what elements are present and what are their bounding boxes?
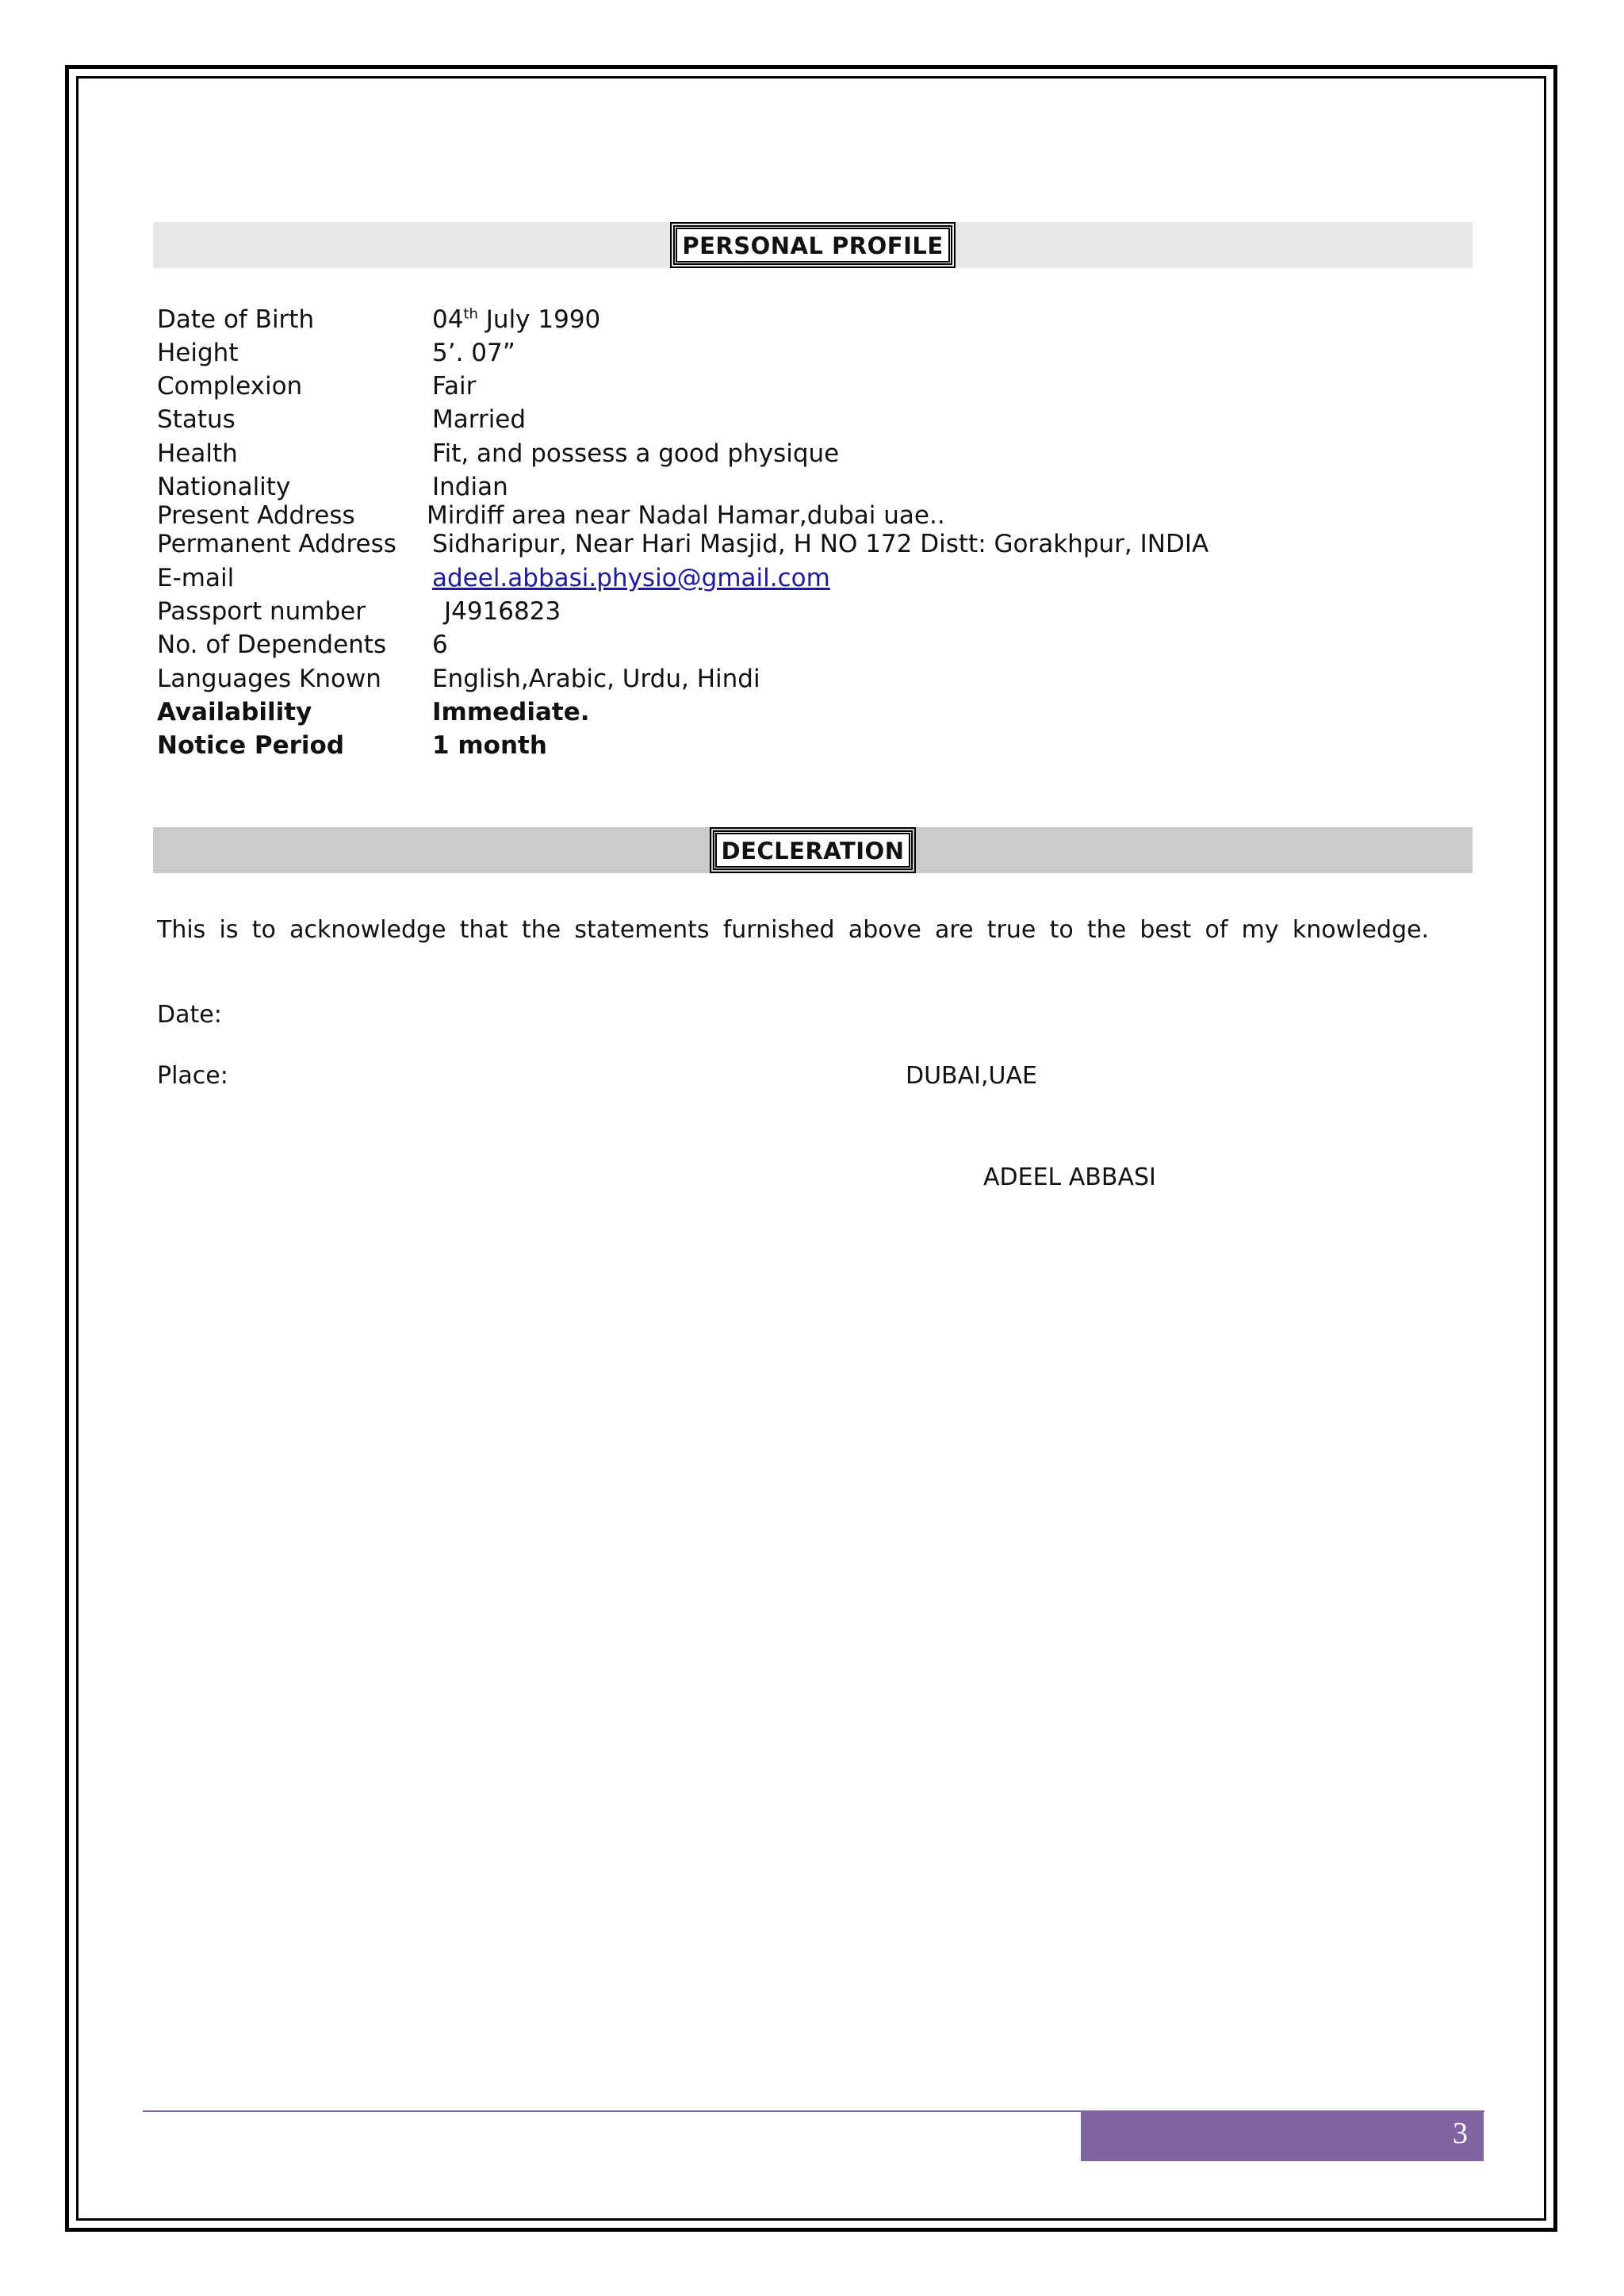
place-value: DUBAI,UAE: [906, 1062, 1037, 1090]
profile-label: Present Address: [157, 501, 355, 530]
profile-value: Mirdiff area near Nadal Hamar,dubai uae..: [427, 501, 945, 530]
profile-value: J4916823: [444, 597, 561, 626]
profile-label: Date of Birth: [157, 305, 315, 334]
page-number: 3: [1453, 2117, 1468, 2150]
profile-value: 04th July 1990: [432, 305, 601, 334]
profile-label: Status: [157, 405, 236, 434]
profile-label: Availability: [157, 698, 312, 726]
profile-value: English,Arabic, Urdu, Hindi: [432, 665, 760, 693]
footer-page-box: [1081, 2111, 1484, 2161]
date-label: Date:: [157, 1001, 222, 1029]
profile-value: 5’. 07”: [432, 339, 515, 367]
profile-label: Permanent Address: [157, 530, 396, 558]
place-label: Place:: [157, 1062, 228, 1090]
declaration-text: This is to acknowledge that the statements furnished above are true to the best of my knowledge.: [157, 916, 1429, 944]
declaration-header-bar: [153, 827, 1473, 873]
personal-profile-header-bar: [153, 222, 1473, 268]
profile-label: Notice Period: [157, 731, 345, 760]
email-link[interactable]: adeel.abbasi.physio@gmail.com: [432, 564, 830, 592]
profile-value: Fair: [432, 372, 477, 401]
profile-label: Health: [157, 439, 238, 468]
profile-value: 1 month: [432, 731, 547, 760]
profile-label: Passport number: [157, 597, 366, 626]
profile-value: Sidharipur, Near Hari Masjid, H NO 172 Distt: Gorakhpur, INDIA: [432, 530, 1209, 558]
declaration-title: DECLERATION: [713, 830, 914, 870]
profile-value: Immediate.: [432, 698, 590, 726]
profile-label: Complexion: [157, 372, 303, 401]
personal-profile-title: PERSONAL PROFILE: [673, 225, 952, 265]
signature-name: ADEEL ABBASI: [983, 1163, 1156, 1191]
profile-value: Indian: [432, 473, 508, 501]
profile-label: No. of Dependents: [157, 631, 387, 659]
profile-label: Height: [157, 339, 239, 367]
profile-value: Fit, and possess a good physique: [432, 439, 840, 468]
profile-label: E-mail: [157, 564, 235, 592]
profile-label: Languages Known: [157, 665, 381, 693]
profile-value: 6: [432, 631, 448, 659]
profile-value: Married: [432, 405, 527, 434]
profile-label: Nationality: [157, 473, 291, 501]
